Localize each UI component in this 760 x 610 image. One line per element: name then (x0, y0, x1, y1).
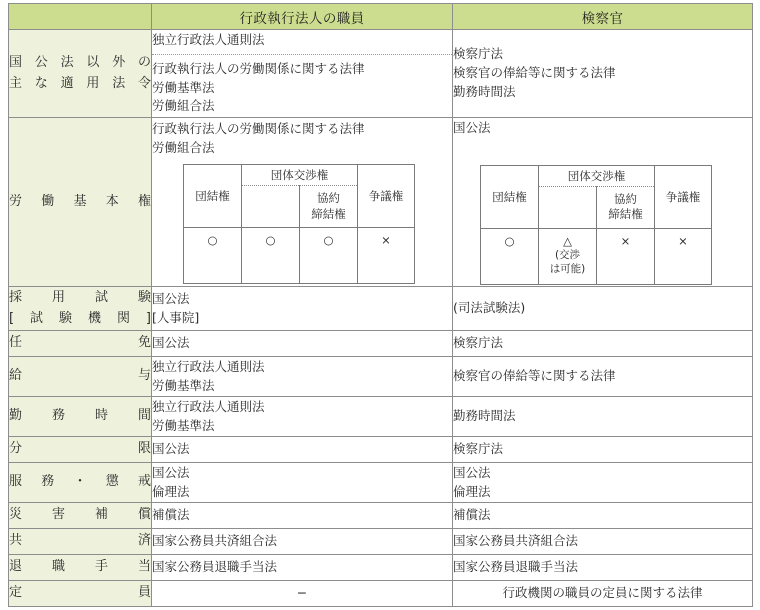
row-label-recruitment-exam (9, 287, 152, 331)
law-text: 労働基準法 (152, 417, 215, 433)
rights-value-bargain: ○ (242, 228, 300, 284)
rights-value-symbol: △ (563, 233, 572, 248)
cell-accident-compensation-agency (152, 503, 453, 529)
header-col-prosecutor: 検察官 (453, 4, 753, 30)
label-line: 定員 (9, 585, 151, 601)
cell-retirement-allowance-agency (152, 555, 453, 581)
row-label-applicable-laws (9, 30, 152, 118)
cell-status-change-agency (152, 437, 453, 463)
rights-matrix-prosecutor-wrapper (453, 138, 752, 285)
law-text: − (296, 585, 308, 601)
law-text: [人事院] (152, 309, 200, 325)
cell-labor-rights-prosecutor (453, 118, 753, 287)
row-label-status-change (9, 437, 152, 463)
cell-mutual-aid-prosecutor (453, 529, 753, 555)
table-row-appointment-dismissal (9, 331, 753, 357)
cell-appointment-prosecutor (453, 331, 753, 357)
table-row-retirement-allowance (9, 555, 753, 581)
table-row-applicable-laws (9, 30, 753, 118)
cell-accident-compensation-prosecutor (453, 503, 753, 529)
rights-value-note-line-2: は可能) (549, 263, 586, 276)
label-line: 勤務時間 (9, 408, 151, 424)
table-row-recruitment-exam (9, 287, 753, 331)
cell-status-change-prosecutor (453, 437, 753, 463)
law-text: 行政執行法人の労働関係に関する法律 (152, 120, 365, 136)
law-text: 国公法 (453, 120, 491, 136)
row-label-working-hours (9, 397, 152, 437)
label-line: [試験機関] (9, 310, 151, 326)
rights-value-dispute: × (655, 228, 712, 284)
table-row-working-hours (9, 397, 753, 437)
cell-retirement-allowance-prosecutor (453, 555, 753, 581)
label-line: 採用試験 (9, 290, 151, 306)
dotted-separator (152, 54, 452, 55)
cell-service-discipline-agency (152, 463, 453, 503)
law-text: 検察庁法 (453, 335, 504, 351)
law-text: 独立行政法人通則法 (152, 398, 265, 414)
rights-col-dispute-right: 争議権 (655, 165, 712, 228)
rights-matrix-top-row (184, 165, 415, 186)
agreement-line-1: 協約 (317, 191, 340, 206)
cell-salary-agency (152, 357, 453, 397)
cell-working-hours-prosecutor (453, 397, 753, 437)
rights-col-agreement-right (300, 186, 358, 228)
label-line: 退職手当 (9, 559, 151, 575)
row-label-appointment-dismissal (9, 331, 152, 357)
label-line: 災害補償 (9, 507, 151, 523)
law-text: 補償法 (152, 507, 190, 523)
rights-value-union: ○ (184, 228, 242, 284)
cell-staff-quota-agency (152, 581, 453, 607)
row-label-labor-basic-rights (9, 118, 152, 287)
rights-value-bargain (539, 228, 597, 284)
law-text: 行政執行法人の労働関係に関する法律 (152, 60, 365, 76)
agreement-line-2: 締結権 (311, 206, 346, 221)
label-line: 給与 (9, 368, 151, 384)
rights-value-agreement: ○ (300, 228, 358, 284)
law-text: 国家公務員退職手当法 (453, 559, 579, 575)
law-text: 検察官の俸給等に関する法律 (453, 368, 616, 384)
cell-recruitment-exam-prosecutor (453, 287, 753, 331)
rights-matrix-top-row (481, 165, 712, 186)
rights-value-union: ○ (481, 228, 539, 284)
row-label-accident-compensation (9, 503, 152, 529)
law-text: 行政機関の職員の定員に関する法律 (502, 585, 703, 601)
law-text: 労働基準法 (152, 79, 215, 95)
header-corner-cell (9, 4, 152, 30)
law-text: 国家公務員退職手当法 (152, 559, 278, 575)
label-line: 国公法以外の (9, 55, 151, 71)
table-row-mutual-aid (9, 529, 753, 555)
law-text: 労働組合法 (152, 139, 215, 155)
cell-staff-quota-prosecutor (453, 581, 753, 607)
law-text: 労働組合法 (152, 98, 215, 114)
comparison-table (8, 3, 753, 607)
law-text: 国公法 (152, 441, 190, 457)
law-text: 国家公務員共済組合法 (453, 533, 579, 549)
cell-mutual-aid-agency (152, 529, 453, 555)
law-text: 独立行政法人通則法 (152, 358, 265, 374)
cell-recruitment-exam-agency (152, 287, 453, 331)
rights-matrix-value-row (481, 228, 712, 284)
cell-service-discipline-prosecutor (453, 463, 753, 503)
rights-col-union-right: 団結権 (481, 165, 539, 228)
rights-col-union-right: 団結権 (184, 165, 242, 228)
row-label-salary (9, 357, 152, 397)
row-label-staff-quota (9, 581, 152, 607)
table-row-labor-basic-rights (9, 118, 753, 287)
row-label-service-discipline (9, 463, 152, 503)
law-text: 国公法 (152, 290, 190, 306)
rights-col-bargain-blank (242, 186, 300, 228)
law-text: 独立行政法人通則法 (152, 32, 265, 47)
header-col-administrative-agency-staff: 行政執行法人の職員 (152, 4, 453, 30)
label-line: 任免 (9, 335, 151, 351)
law-text: 検察庁法 (453, 441, 504, 457)
cell-salary-prosecutor (453, 357, 753, 397)
rights-matrix-agency-wrapper (152, 157, 452, 284)
label-line: 分限 (9, 441, 151, 457)
table-row-service-discipline (9, 463, 753, 503)
rights-matrix-value-row (184, 228, 415, 284)
law-text: 倫理法 (152, 483, 190, 499)
agreement-line-1: 協約 (614, 191, 637, 206)
rights-matrix-prosecutor (480, 165, 712, 285)
row-label-retirement-allowance (9, 555, 152, 581)
law-text: 検察庁法 (453, 46, 504, 62)
table-row-status-change (9, 437, 753, 463)
rights-value-dispute: × (358, 228, 415, 284)
law-text: 勤務時間法 (453, 408, 516, 424)
law-text: 国公法 (152, 464, 190, 480)
law-text: 補償法 (453, 507, 491, 523)
agreement-line-2: 締結権 (608, 207, 643, 222)
table-header-row (9, 4, 753, 30)
label-line: 主な適用法令 (9, 75, 151, 91)
law-text: 勤務時間法 (453, 83, 516, 99)
law-text: 国家公務員共済組合法 (152, 533, 278, 549)
law-text: 国公法 (152, 335, 190, 351)
law-text: (司法試験法) (453, 300, 526, 316)
row-label-mutual-aid (9, 529, 152, 555)
rights-col-dispute-right: 争議権 (358, 165, 415, 228)
rights-col-collective-bargaining: 団体交渉権 (539, 165, 655, 186)
cell-applicable-laws-prosecutor (453, 30, 753, 118)
law-text: 労働基準法 (152, 377, 215, 393)
rights-col-agreement-right (597, 186, 655, 228)
cell-applicable-laws-agency (152, 30, 453, 118)
law-text: 検察官の俸給等に関する法律 (453, 65, 616, 81)
label-line: 労働基本権 (9, 193, 151, 209)
table-row-accident-compensation (9, 503, 753, 529)
table-row-staff-quota (9, 581, 753, 607)
cell-appointment-agency (152, 331, 453, 357)
rights-matrix-agency (183, 164, 415, 284)
law-text: 国公法 (453, 464, 491, 480)
law-text: 倫理法 (453, 483, 491, 499)
label-line: 服務・懲戒 (9, 474, 151, 490)
rights-value-note-line-1: (交渉 (554, 249, 581, 262)
rights-value-agreement: × (597, 228, 655, 284)
rights-col-collective-bargaining: 団体交渉権 (242, 165, 358, 186)
cell-labor-rights-agency (152, 118, 453, 287)
label-line: 共済 (9, 533, 151, 549)
cell-working-hours-agency (152, 397, 453, 437)
table-row-salary (9, 357, 753, 397)
rights-col-bargain-blank (539, 186, 597, 228)
